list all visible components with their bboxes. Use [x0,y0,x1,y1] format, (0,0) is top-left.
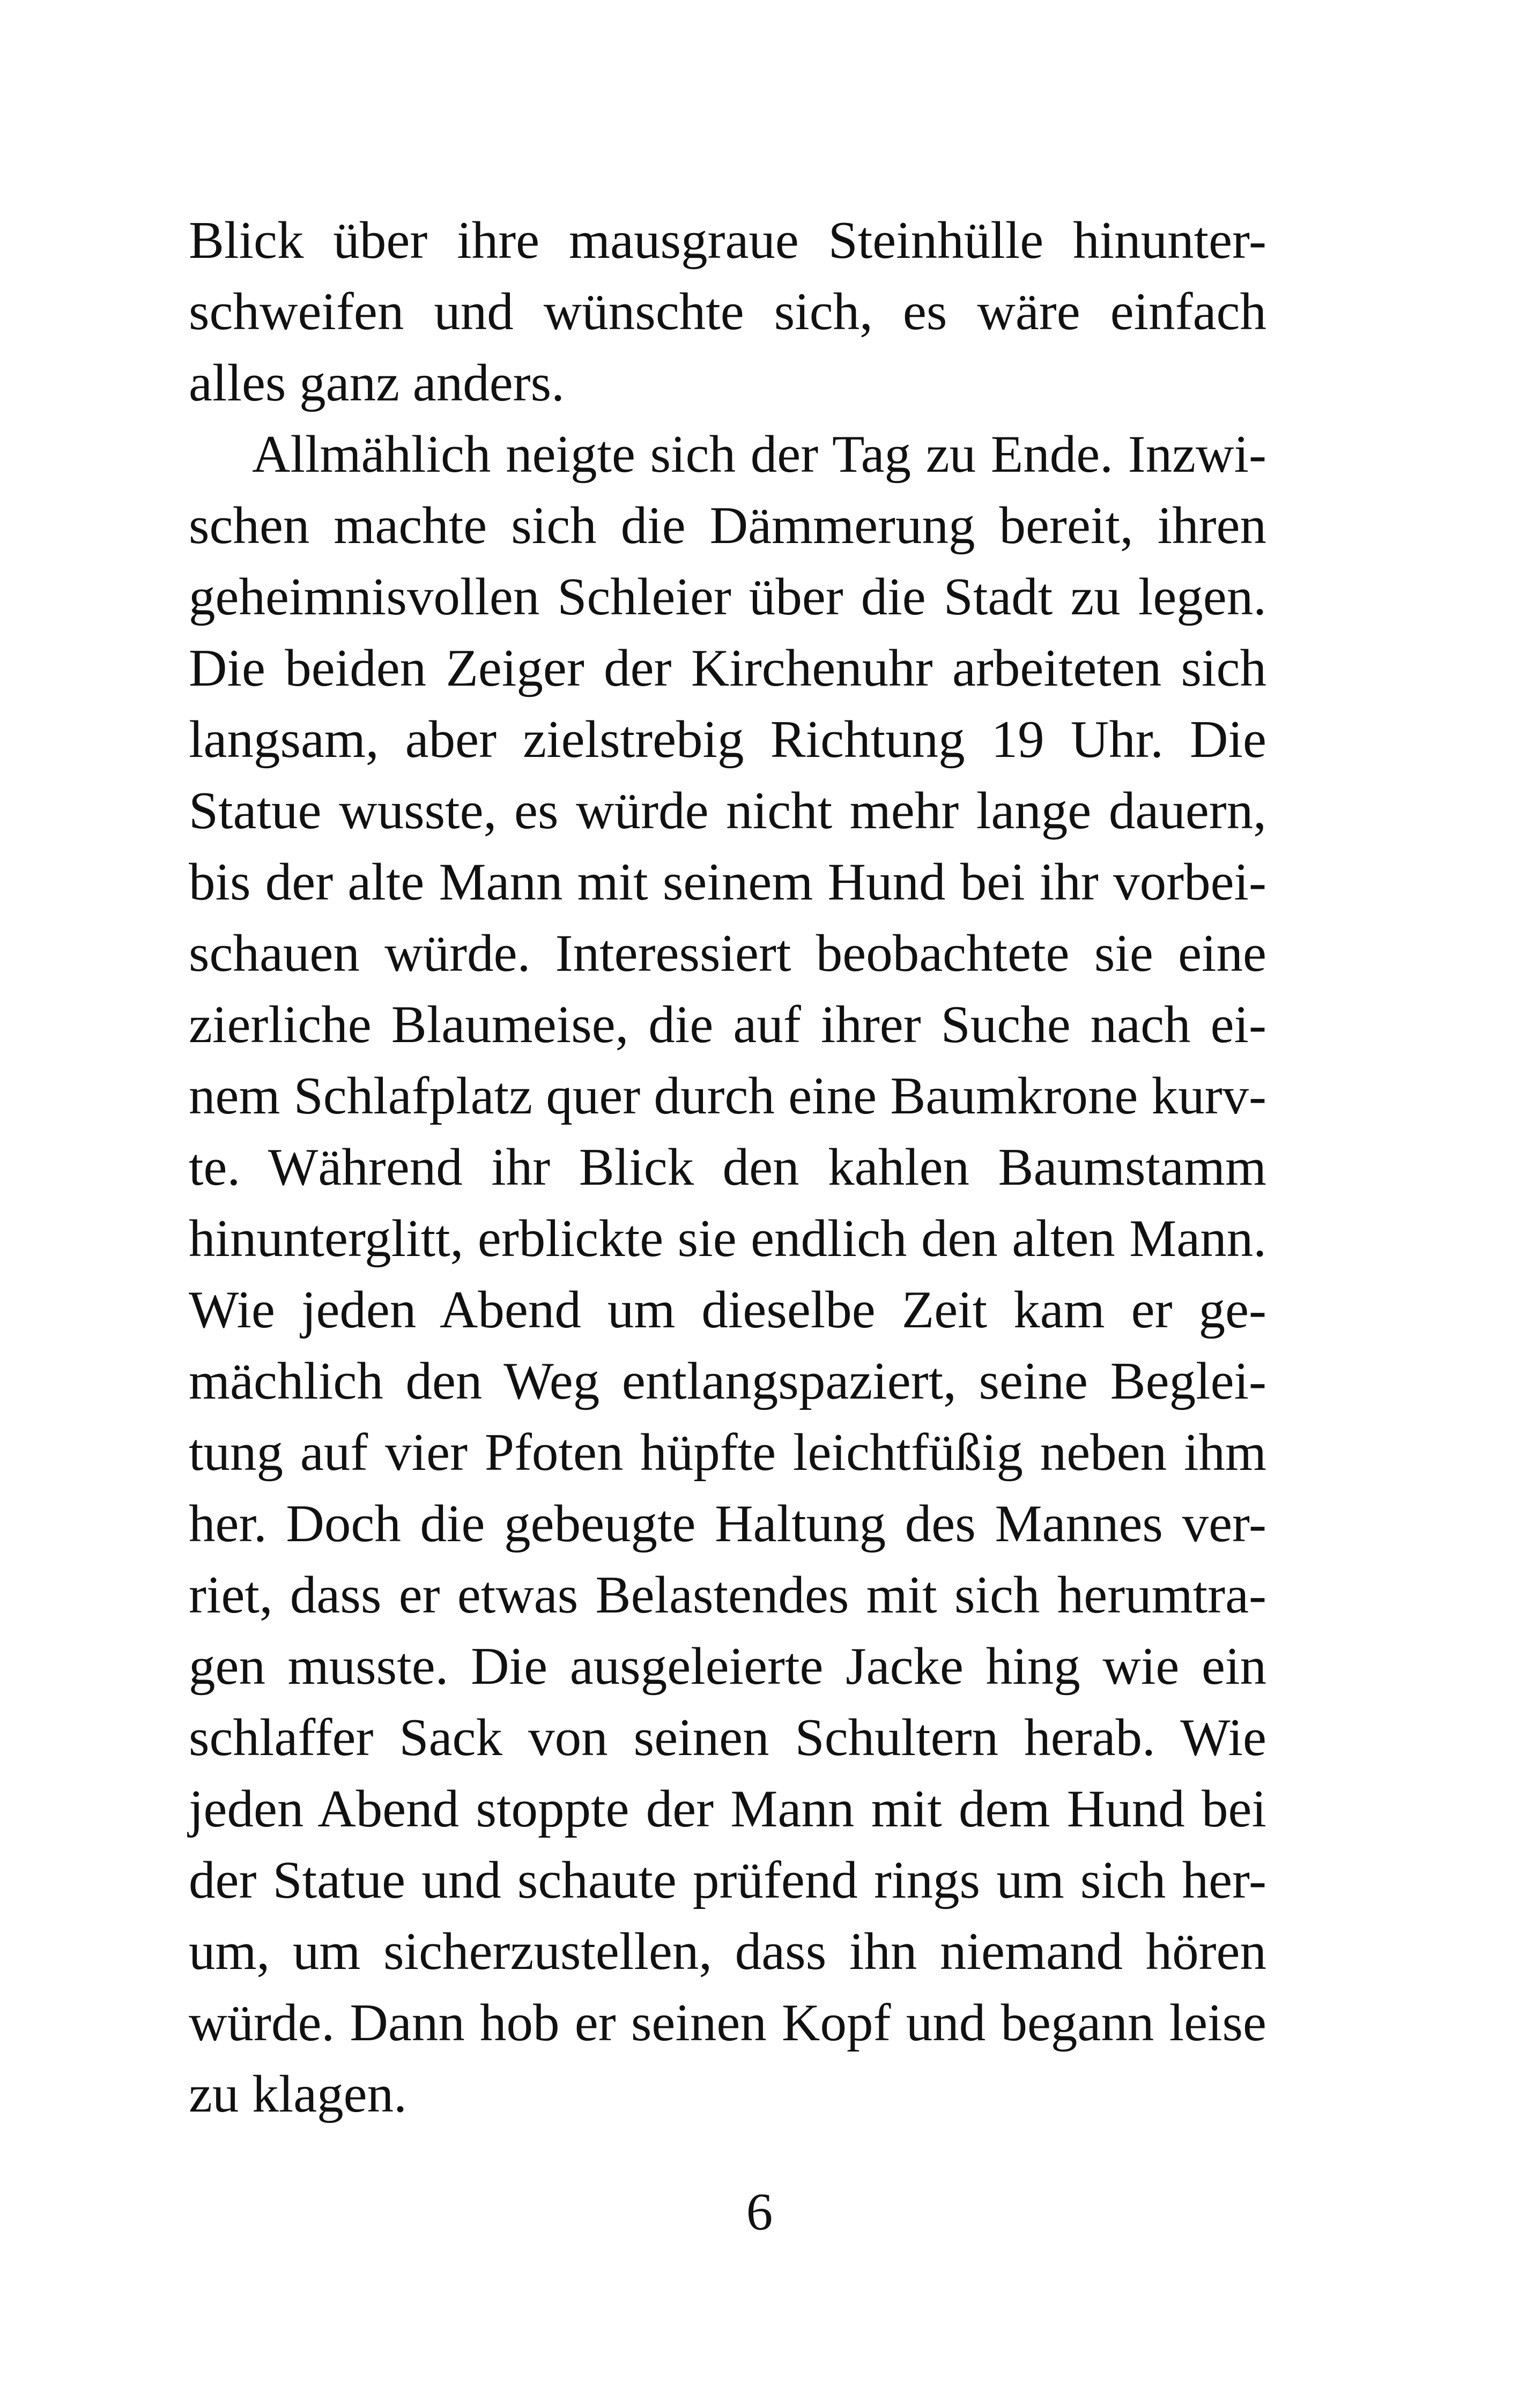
text-line: jeden Abend stoppte der Mann mit dem Hund bei [189,1780,1266,1838]
body-text [189,205,1266,2130]
text-line: riet, dass er etwas Belastendes mit sich herumtra- [189,1566,1266,1624]
text-line: um, um sicherzustellen, dass ihn niemand hören [189,1922,1266,1981]
text-line: Die beiden Zeiger der Kirchenuhr arbeiteten sich [189,639,1266,697]
paragraph-2 [189,419,1266,2130]
text-line: würde. Dann hob er seinen Kopf und begann leise [189,1994,1266,2052]
text-line: hinunterglitt, erblickte sie endlich den alten Mann. [189,1209,1266,1268]
text-line: bis der alte Mann mit seinem Hund bei ihr vorbei- [189,853,1266,911]
text-line: Blick über ihre mausgraue Steinhülle hinunter- [189,211,1266,270]
text-line: schweifen und wünschte sich, es wäre einfach [189,283,1266,341]
text-line: zu klagen. [189,2065,407,2123]
text-line: gen musste. Die ausgeleierte Jacke hing wie ein [189,1637,1266,1696]
text-line: zierliche Blaumeise, die auf ihrer Suche nach ei- [189,995,1266,1054]
text-line: her. Doch die gebeugte Haltung des Mannes ver- [189,1495,1266,1553]
text-line: schlaffer Sack von seinen Schultern herab. Wie [189,1708,1266,1767]
text-line: der Statue und schaute prüfend rings um sich her- [189,1851,1266,1909]
text-line: schauen würde. Interessiert beobachtete sie eine [189,924,1266,983]
text-line: schen machte sich die Dämmerung bereit, ihren [189,496,1266,555]
text-line: Statue wusste, es würde nicht mehr lange dauern, [189,782,1266,840]
text-line: nem Schlafplatz quer durch eine Baumkrone kurv- [189,1067,1266,1125]
text-line: tung auf vier Pfoten hüpfte leichtfüßig neben ihm [189,1423,1266,1482]
text-line: te. Während ihr Blick den kahlen Baumstamm [189,1138,1266,1196]
text-line: Wie jeden Abend um dieselbe Zeit kam er ge- [189,1281,1266,1339]
text-line: Allmählich neigte sich der Tag zu Ende. Inzwi- [252,425,1266,484]
text-line: langsam, aber zielstrebig Richtung 19 Uhr. Die [189,710,1266,769]
paragraph-1 [189,205,1266,419]
text-line: alles ganz anders. [189,354,565,412]
text-line: geheimnisvollen Schleier über die Stadt zu legen. [189,568,1266,626]
text-line: mächlich den Weg entlangspaziert, seine Beglei- [189,1352,1266,1410]
page-number: 6 [746,2183,773,2241]
